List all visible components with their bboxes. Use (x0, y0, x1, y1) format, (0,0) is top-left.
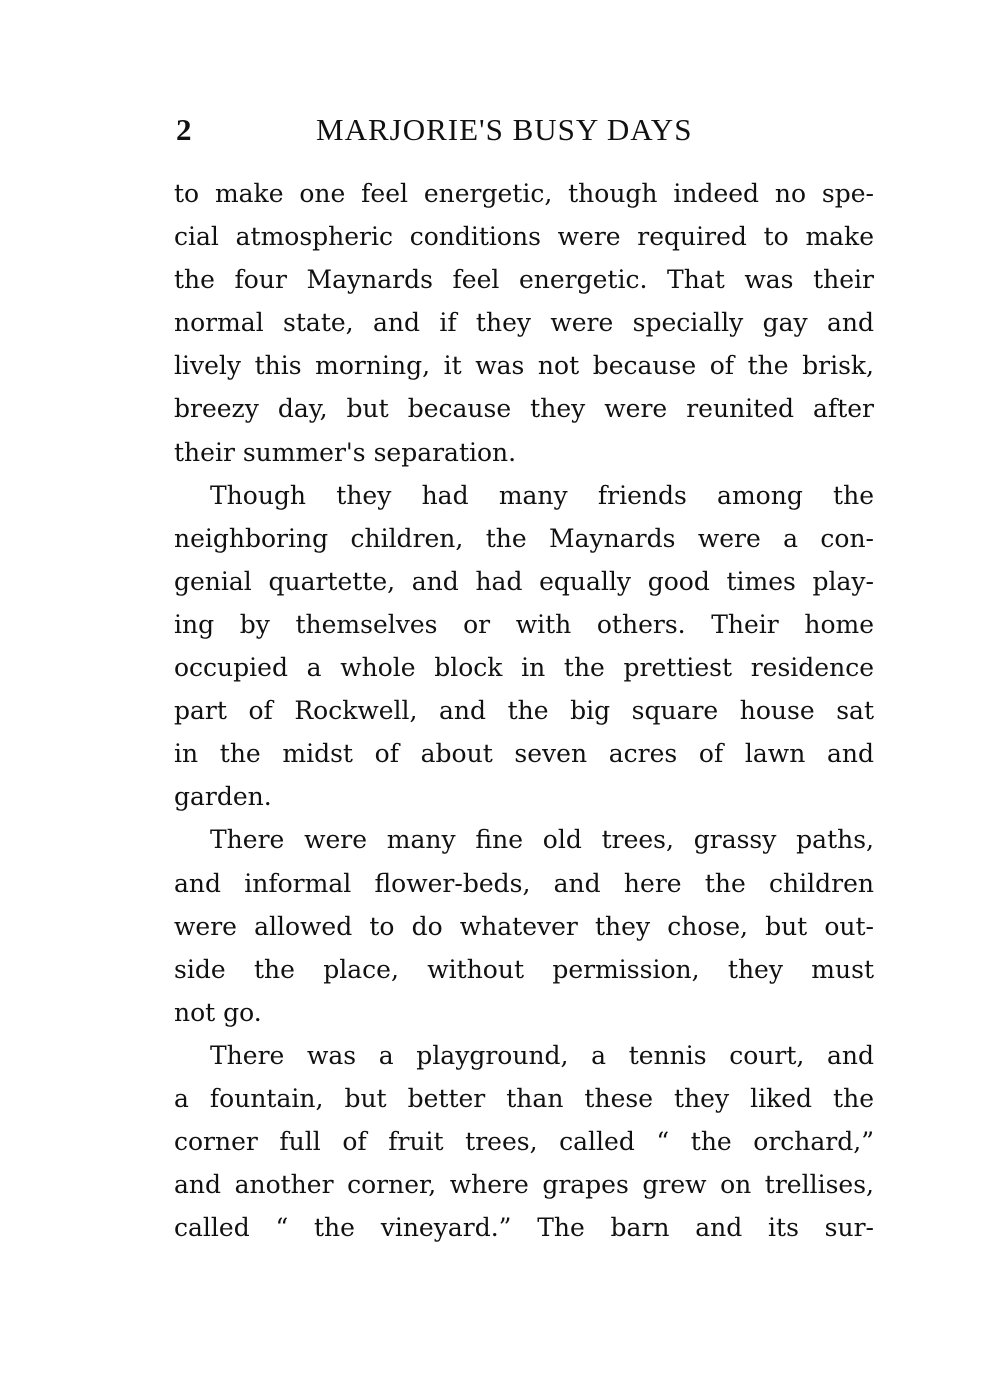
running-title: MARJORIE'S BUSY DAYS (316, 112, 693, 147)
paragraph (174, 1034, 874, 1249)
text-line: their summer's separation. (174, 437, 517, 467)
body-text (174, 172, 874, 1249)
text-line: to make one feel energetic, though indeed no spe- (174, 179, 874, 208)
paragraph (174, 474, 874, 819)
paragraph (174, 818, 874, 1033)
text-line: There were many fine old trees, grassy paths, (210, 825, 874, 855)
text-line: corner full of fruit trees, called “ the orchard,” (174, 1127, 874, 1157)
text-line: There was a playground, a tennis court, and (210, 1040, 874, 1070)
text-line: in the midst of about seven acres of lawn and (174, 739, 874, 769)
text-line: and another corner, where grapes grew on trellises, (174, 1170, 874, 1200)
paragraph (174, 172, 874, 474)
text-line: occupied a whole block in the prettiest residence (174, 653, 874, 683)
text-line: part of Rockwell, and the big square house sat (174, 696, 874, 726)
text-line: called “ the vineyard.” The barn and its sur- (174, 1213, 874, 1243)
text-line: Though they had many friends among the (210, 480, 874, 510)
text-line: cial atmospheric conditions were required to make (174, 222, 874, 252)
text-line: normal state, and if they were specially gay and (174, 308, 874, 338)
text-line: were allowed to do whatever they chose, but out- (174, 911, 874, 941)
text-line: breezy day, but because they were reunited after (174, 394, 874, 424)
text-line: neighboring children, the Maynards were a con- (174, 523, 874, 553)
text-line: not go. (174, 997, 262, 1027)
text-line: lively this morning, it was not because of the brisk, (174, 351, 874, 381)
text-line: and informal flower-beds, and here the children (174, 868, 874, 898)
running-header (176, 112, 886, 160)
text-line: the four Maynards feel energetic. That was their (174, 265, 874, 295)
text-line: side the place, without permission, they must (174, 954, 874, 984)
page-number: 2 (176, 112, 193, 147)
text-line: genial quartette, and had equally good times play- (174, 566, 874, 596)
text-line: a fountain, but better than these they liked the (174, 1083, 874, 1113)
text-line: ing by themselves or with others. Their home (174, 609, 874, 639)
text-line: garden. (174, 782, 272, 812)
